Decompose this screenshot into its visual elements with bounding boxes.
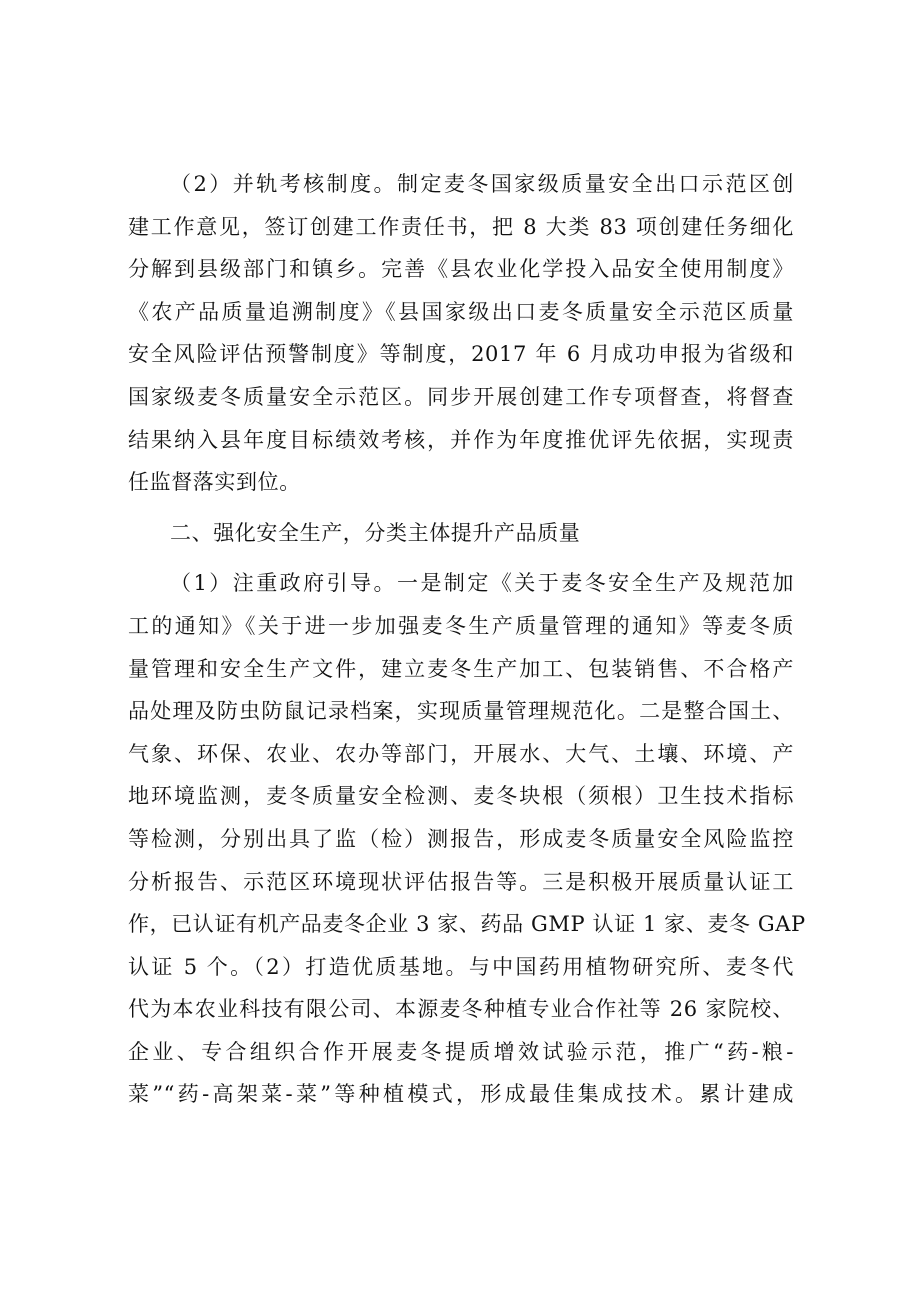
section-heading: 二、强化安全生产，分类主体提升产品质量 bbox=[170, 520, 581, 545]
paragraph-line: 工的通知》《关于进一步加强麦冬生产质量管理的通知》等麦冬质 bbox=[128, 613, 794, 638]
paragraph-line: （1）注重政府引导。一是制定《关于麦冬安全生产及规范加 bbox=[170, 571, 794, 596]
paragraph-line: 建工作意见，签订创建工作责任书，把 8 大类 83 项创建任务细化 bbox=[128, 214, 794, 239]
paragraph-line: 任监督落实到位。 bbox=[128, 470, 301, 495]
paragraph-line: 认证 5 个。（2）打造优质基地。与中国药用植物研究所、麦冬代 bbox=[128, 954, 794, 979]
paragraph-line: 分析报告、示范区环境现状评估报告等。三是积极开展质量认证工 bbox=[128, 869, 794, 894]
paragraph-line: 《农产品质量追溯制度》《县国家级出口麦冬质量安全示范区质量 bbox=[128, 299, 794, 324]
paragraph-line: 等检测，分别出具了监（检）测报告，形成麦冬质量安全风险监控 bbox=[128, 826, 794, 851]
paragraph-line: 企业、专合组织合作开展麦冬提质增效试验示范，推广“药-粮- bbox=[128, 1039, 794, 1064]
paragraph-line: 气象、环保、农业、农办等部门，开展水、大气、土壤、环境、产 bbox=[128, 741, 794, 766]
paragraph-line: 作，已认证有机产品麦冬企业 3 家、药品 GMP 认证 1 家、麦冬 GAP bbox=[128, 912, 806, 937]
paragraph-line: 国家级麦冬质量安全示范区。同步开展创建工作专项督查，将督查 bbox=[128, 384, 794, 409]
paragraph-line: 代为本农业科技有限公司、本源麦冬种植专业合作社等 26 家院校、 bbox=[128, 997, 794, 1022]
paragraph-line: 品处理及防虫防鼠记录档案，实现质量管理规范化。二是整合国土、 bbox=[128, 699, 794, 724]
paragraph-line: 分解到县级部门和镇乡。完善《县农业化学投入品安全使用制度》 bbox=[128, 257, 794, 282]
paragraph-line: （2）并轨考核制度。制定麦冬国家级质量安全出口示范区创 bbox=[170, 172, 794, 196]
paragraph-line: 量管理和安全生产文件，建立麦冬生产加工、包装销售、不合格产 bbox=[128, 656, 794, 681]
paragraph-government-guidance bbox=[128, 562, 806, 1116]
paragraph-2-assessment-system bbox=[128, 163, 794, 504]
paragraph-line: 结果纳入县年度目标绩效考核，并作为年度推优评先依据，实现责 bbox=[128, 427, 794, 452]
paragraph-line: 地环境监测，麦冬质量安全检测、麦冬块根（须根）卫生技术指标 bbox=[128, 784, 794, 809]
document-body bbox=[128, 163, 806, 1116]
paragraph-line: 安全风险评估预警制度》等制度，2017 年 6 月成功申报为省级和 bbox=[128, 342, 794, 367]
paragraph-line: 菜”“药-高架菜-菜”等种植模式，形成最佳集成技术。累计建成 bbox=[128, 1082, 794, 1107]
